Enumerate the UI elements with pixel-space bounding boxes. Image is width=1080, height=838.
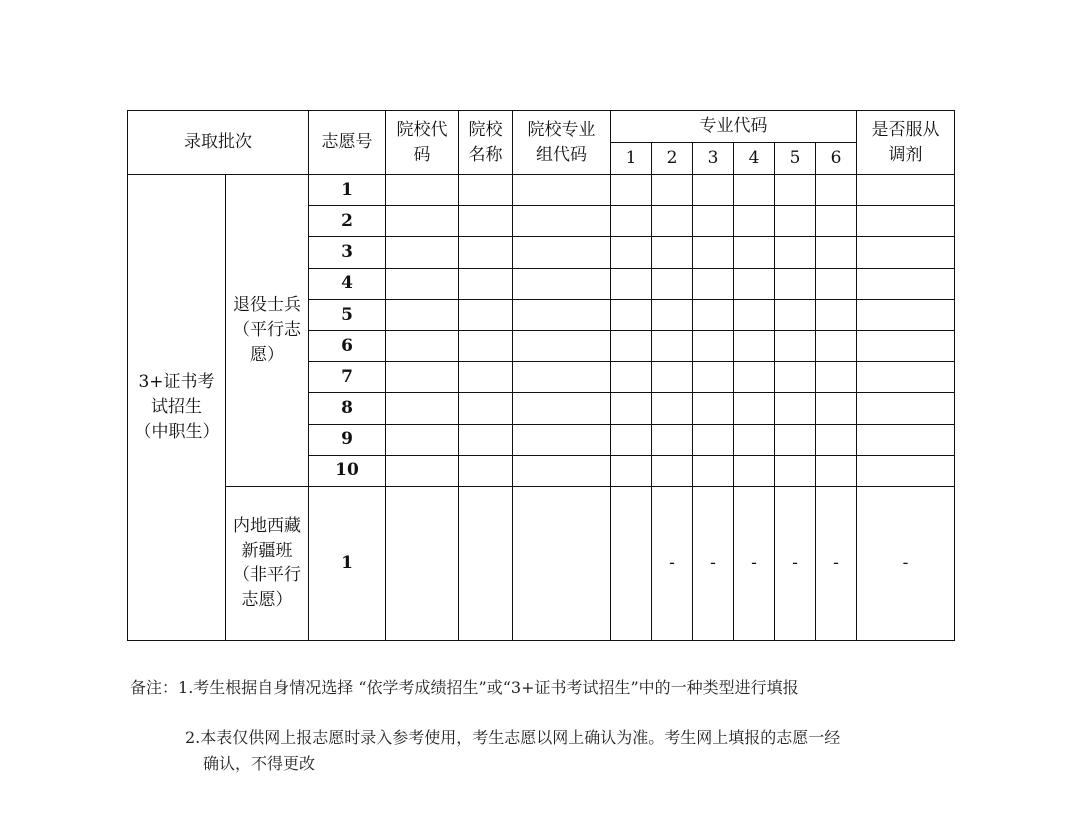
blank-cell[interactable] [611, 268, 652, 299]
wish-number: 5 [309, 299, 386, 330]
header-adjust: 是否服从调剂 [857, 111, 955, 175]
blank-cell[interactable] [816, 455, 857, 486]
blank-cell[interactable] [857, 206, 955, 237]
blank-cell[interactable] [693, 362, 734, 393]
blank-cell[interactable] [652, 330, 693, 361]
blank-cell[interactable] [652, 424, 693, 455]
blank-cell[interactable] [734, 424, 775, 455]
volunteer-form-table [127, 110, 955, 641]
blank-cell[interactable] [693, 455, 734, 486]
blank-cell[interactable] [816, 299, 857, 330]
major-col-1: 1 [611, 143, 652, 175]
blank-cell[interactable] [513, 175, 611, 206]
blank-cell[interactable] [386, 424, 459, 455]
wish-number: 2 [309, 206, 386, 237]
blank-cell[interactable] [652, 206, 693, 237]
blank-cell[interactable] [775, 175, 816, 206]
note-item-2-line1: 2.本表仅供网上报志愿时录入参考使用，考生志愿以网上确认为准。考生网上填报的志愿一经 [185, 728, 841, 747]
blank-cell[interactable] [775, 330, 816, 361]
blank-cell[interactable] [386, 206, 459, 237]
blank-cell[interactable] [734, 362, 775, 393]
blank-cell[interactable] [816, 268, 857, 299]
blank-cell[interactable] [652, 393, 693, 424]
blank-cell[interactable] [513, 237, 611, 268]
blank-cell[interactable] [513, 424, 611, 455]
note-item-1-text: 1.考生根据自身情况选择 “依学考成绩招生”或“3+证书考试招生”中的一种类型进行填报 [178, 678, 799, 697]
blank-cell[interactable] [857, 362, 955, 393]
blank-cell[interactable] [693, 175, 734, 206]
blank-cell[interactable] [611, 330, 652, 361]
header-school-code: 院校代码 [386, 111, 459, 175]
blank-cell[interactable] [734, 299, 775, 330]
blank-cell[interactable] [459, 175, 513, 206]
blank-cell[interactable] [459, 455, 513, 486]
blank-cell[interactable] [652, 237, 693, 268]
blank-cell[interactable] [611, 393, 652, 424]
blank-cell[interactable] [513, 268, 611, 299]
dash-cell: - [652, 486, 693, 640]
blank-cell[interactable] [816, 424, 857, 455]
blank-cell[interactable] [734, 206, 775, 237]
blank-cell[interactable] [386, 175, 459, 206]
blank-cell[interactable] [693, 330, 734, 361]
blank-cell[interactable] [775, 206, 816, 237]
table-row [128, 486, 955, 640]
batch-label: 3+证书考试招生（中职生） [134, 372, 220, 442]
major-col-3: 3 [693, 143, 734, 175]
blank-cell[interactable] [816, 206, 857, 237]
major-col-5: 5 [775, 143, 816, 175]
blank-cell[interactable] [734, 330, 775, 361]
blank-cell[interactable] [693, 299, 734, 330]
blank-cell[interactable] [734, 393, 775, 424]
dash-cell: - [693, 486, 734, 640]
blank-cell[interactable] [693, 206, 734, 237]
blank-cell[interactable] [386, 237, 459, 268]
major-col-2: 2 [652, 143, 693, 175]
blank-cell[interactable] [611, 486, 652, 640]
dash-cell: - [775, 486, 816, 640]
blank-cell[interactable] [775, 455, 816, 486]
blank-cell[interactable] [459, 362, 513, 393]
blank-cell[interactable] [386, 486, 459, 640]
blank-cell[interactable] [386, 393, 459, 424]
header-wish-no: 志愿号 [309, 111, 386, 175]
blank-cell[interactable] [775, 299, 816, 330]
blank-cell[interactable] [459, 486, 513, 640]
blank-cell[interactable] [734, 455, 775, 486]
blank-cell[interactable] [775, 424, 816, 455]
blank-cell[interactable] [459, 237, 513, 268]
wish-number: 1 [309, 486, 386, 640]
blank-cell[interactable] [693, 393, 734, 424]
blank-cell[interactable] [611, 299, 652, 330]
blank-cell[interactable] [775, 268, 816, 299]
wish-number: 6 [309, 330, 386, 361]
blank-cell[interactable] [816, 237, 857, 268]
blank-cell[interactable] [857, 424, 955, 455]
note-item-2-line2: 确认，不得更改 [203, 753, 316, 773]
blank-cell[interactable] [652, 268, 693, 299]
section-label-veterans: 退役士兵（平行志愿） [233, 295, 301, 365]
blank-cell[interactable] [459, 268, 513, 299]
note-item-2 [185, 725, 965, 776]
blank-cell[interactable] [459, 299, 513, 330]
major-col-4: 4 [734, 143, 775, 175]
section-label-xinjiang-tibet: 内地西藏新疆班（非平行志愿） [233, 516, 301, 611]
blank-cell[interactable] [734, 268, 775, 299]
wish-number: 8 [309, 393, 386, 424]
blank-cell[interactable] [459, 330, 513, 361]
blank-cell[interactable] [652, 455, 693, 486]
blank-cell[interactable] [513, 455, 611, 486]
major-col-6: 6 [816, 143, 857, 175]
header-school-name: 院校名称 [459, 111, 513, 175]
blank-cell[interactable] [386, 330, 459, 361]
blank-cell[interactable] [775, 237, 816, 268]
blank-cell[interactable] [386, 362, 459, 393]
wish-number: 9 [309, 424, 386, 455]
wish-number: 3 [309, 237, 386, 268]
blank-cell[interactable] [611, 175, 652, 206]
header-batch: 录取批次 [128, 111, 309, 175]
dash-cell: - [816, 486, 857, 640]
blank-cell[interactable] [693, 268, 734, 299]
wish-number: 10 [309, 455, 386, 486]
blank-cell[interactable] [386, 455, 459, 486]
blank-cell[interactable] [693, 237, 734, 268]
blank-cell[interactable] [816, 393, 857, 424]
blank-cell[interactable] [386, 299, 459, 330]
note-prefix: 备注： [130, 678, 179, 697]
blank-cell[interactable] [857, 175, 955, 206]
blank-cell[interactable] [857, 299, 955, 330]
blank-cell[interactable] [857, 455, 955, 486]
header-major-code: 专业代码 [611, 111, 857, 143]
blank-cell[interactable] [734, 175, 775, 206]
section-label-cell-xinjiang-tibet [226, 486, 309, 640]
blank-cell[interactable] [611, 237, 652, 268]
blank-cell[interactable] [611, 362, 652, 393]
wish-number: 7 [309, 362, 386, 393]
blank-cell[interactable] [652, 362, 693, 393]
blank-cell[interactable] [513, 393, 611, 424]
blank-cell[interactable] [513, 486, 611, 640]
header-group-code: 院校专业组代码 [513, 111, 611, 175]
blank-cell[interactable] [611, 455, 652, 486]
batch-label-cell [128, 175, 226, 641]
blank-cell[interactable] [459, 206, 513, 237]
blank-cell[interactable] [775, 393, 816, 424]
wish-number: 1 [309, 175, 386, 206]
blank-cell[interactable] [857, 393, 955, 424]
blank-cell[interactable] [611, 206, 652, 237]
wish-number: 4 [309, 268, 386, 299]
blank-cell[interactable] [459, 424, 513, 455]
blank-cell[interactable] [816, 330, 857, 361]
blank-cell[interactable] [652, 175, 693, 206]
table-row [128, 175, 955, 206]
blank-cell[interactable] [513, 362, 611, 393]
blank-cell[interactable] [734, 237, 775, 268]
blank-cell[interactable] [459, 393, 513, 424]
blank-cell[interactable] [652, 299, 693, 330]
blank-cell[interactable] [775, 362, 816, 393]
blank-cell[interactable] [816, 362, 857, 393]
blank-cell[interactable] [611, 424, 652, 455]
blank-cell[interactable] [857, 268, 955, 299]
blank-cell[interactable] [513, 206, 611, 237]
blank-cell[interactable] [693, 424, 734, 455]
blank-cell[interactable] [857, 330, 955, 361]
note-item-1 [130, 675, 799, 701]
blank-cell[interactable] [513, 330, 611, 361]
blank-cell[interactable] [513, 299, 611, 330]
dash-cell: - [734, 486, 775, 640]
section-label-cell-veterans [226, 175, 309, 487]
blank-cell[interactable] [386, 268, 459, 299]
adjust-dash-cell: - [857, 486, 955, 640]
blank-cell[interactable] [857, 237, 955, 268]
blank-cell[interactable] [816, 175, 857, 206]
